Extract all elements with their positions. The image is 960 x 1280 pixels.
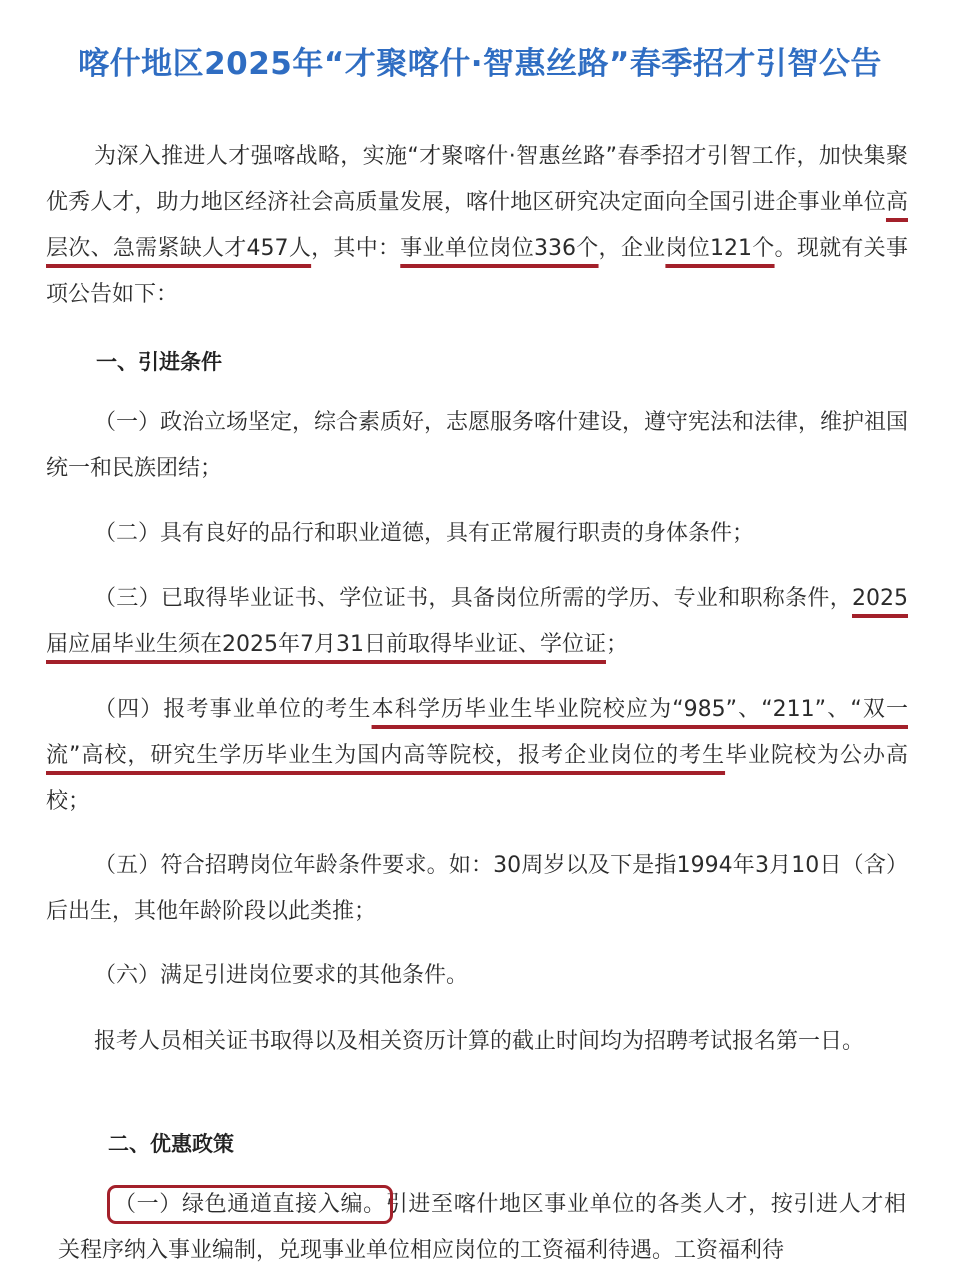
policy-item-1-text: 引进至喀什地区事业单位的各类人才，按引进人才相关程序纳入事业编制，兑现事业单位相应岗位的工资福利待遇。工资福利待	[58, 1192, 906, 1263]
section-heading-policies: 二、优惠政策	[108, 1132, 234, 1156]
condition-item-6-text: （六）满足引进岗位要求的其他条件。	[94, 963, 469, 988]
condition-item-4-text-b: 毕业院校为公办高校；	[46, 743, 908, 814]
condition-item-4-text-a: （四）报考事业单位的考生	[94, 697, 372, 722]
intro-text-c: ，企业	[598, 236, 666, 261]
conditions-note	[46, 1019, 908, 1065]
highlight-talent-count: 高层次、急需紧缺人才457人	[46, 190, 908, 261]
section-heading-conditions: 一、引进条件	[96, 350, 222, 374]
highlight-institution-posts: 事业单位岗位336个	[400, 236, 599, 261]
intro-text-a: 为深入推进人才强喀战略，实施“才聚喀什·智惠丝路”春季招才引智工作，加快集聚优秀人才，助力地区经济社会高质量发展，喀什地区研究决定面向全国引进企事业单位	[46, 144, 908, 215]
intro-paragraph	[46, 134, 908, 318]
highlight-university-requirement: 本科学历毕业生毕业院校应为“985”、“211”、“双一流”高校，研究生学历毕业生为国内高等院校，报考企业岗位的考生	[46, 697, 908, 768]
condition-item-3-text-a: （三）已取得毕业证书、学位证书，具备岗位所需的学历、专业和职称条件，	[94, 586, 852, 611]
document-title: 喀什地区2025年“才聚喀什·智惠丝路”春季招才引智公告	[78, 46, 882, 82]
policy-item-1-indent	[58, 1192, 114, 1217]
condition-item-1	[46, 400, 908, 492]
intro-text-b: ，其中：	[311, 236, 401, 261]
condition-item-3-text-b: ；	[605, 632, 628, 657]
condition-item-6	[46, 953, 908, 999]
condition-item-3	[46, 576, 908, 668]
condition-item-4	[46, 687, 908, 825]
condition-item-5	[46, 843, 908, 935]
condition-item-1-text: （一）政治立场坚定，综合素质好，志愿服务喀什建设，遵守宪法和法律，维护祖国统一和民族团结；	[46, 410, 909, 481]
condition-item-2-text: （二）具有良好的品行和职业道德，具有正常履行职责的身体条件；	[94, 521, 755, 546]
highlight-enterprise-posts: 岗位121个	[665, 236, 775, 261]
condition-item-5-text: （五）符合招聘岗位年龄条件要求。如：30周岁以及下是指1994年3月10日（含）后出生，其他年龄阶段以此类推；	[46, 853, 908, 924]
boxed-green-channel: （一）绿色通道直接入编。	[114, 1192, 386, 1217]
intro-text-d: 。现就有关事项公告如下：	[46, 236, 908, 307]
highlight-graduation-deadline: 2025届应届毕业生须在2025年7月31日前取得毕业证、学位证	[46, 586, 908, 657]
conditions-note-text: 报考人员相关证书取得以及相关资历计算的截止时间均为招聘考试报名第一日。	[94, 1029, 865, 1054]
condition-item-2	[46, 511, 908, 557]
policy-item-1	[58, 1182, 906, 1274]
